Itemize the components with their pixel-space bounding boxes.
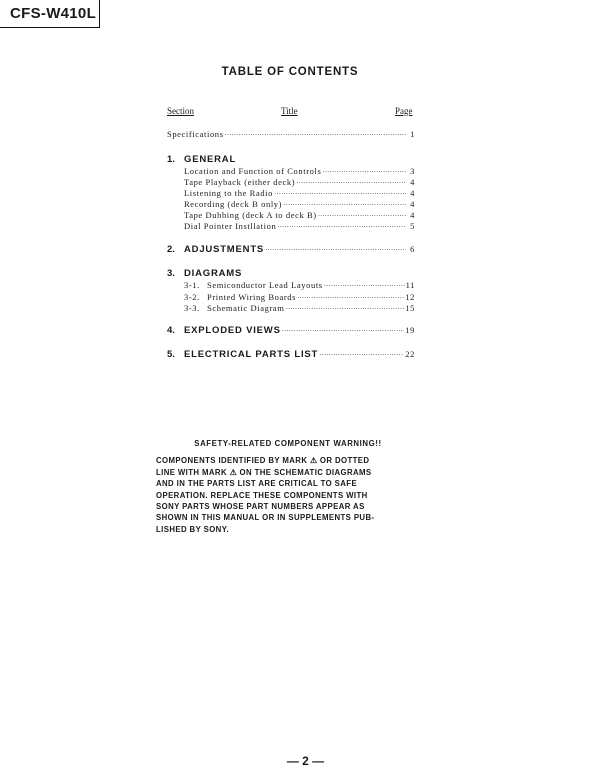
toc-entry	[184, 280, 415, 290]
toc-entry-page: 3	[410, 166, 415, 176]
toc-entry-label: Tape Playback (either deck)	[184, 177, 296, 187]
toc-entry-label: Location and Function of Controls	[184, 166, 322, 176]
toc-section-diagrams	[184, 268, 415, 279]
safety-warning-line: LISHED BY SONY.	[156, 524, 230, 534]
toc-entry-page: 22	[405, 349, 415, 359]
toc-entry-label: Specifications	[167, 129, 224, 139]
leader-dots	[225, 129, 406, 139]
toc-subsection-number: 3-3.	[184, 303, 200, 313]
toc-entry	[184, 221, 415, 231]
safety-warning-line: OPERATION. REPLACE THESE COMPONENTS WITH	[156, 490, 368, 500]
model-number-tab: CFS-W410L	[0, 0, 100, 28]
safety-warning-line: COMPONENTS IDENTIFIED BY MARK ⚠ OR DOTTED	[156, 456, 370, 466]
safety-warning-line: SONY PARTS WHOSE PART NUMBERS APPEAR AS	[156, 502, 365, 512]
section-title: EXPLODED VIEWS	[184, 325, 281, 336]
column-header-title: Title	[281, 106, 298, 116]
leader-dots	[274, 188, 406, 198]
section-number: 1.	[167, 154, 175, 165]
leader-dots	[283, 199, 406, 209]
toc-entry	[184, 199, 415, 209]
toc-entry-page: 15	[405, 303, 415, 313]
toc-entry-page: 19	[405, 325, 415, 335]
toc-section-exploded-views	[184, 325, 415, 336]
toc-entry	[184, 210, 415, 220]
toc-subsection-number: 3-2.	[184, 292, 200, 302]
toc-entry-page: 11	[405, 280, 415, 290]
page-number: — 2 —	[286, 754, 325, 768]
toc-entry-page: 4	[410, 188, 415, 198]
toc-entry-page: 12	[405, 292, 415, 302]
leader-dots	[318, 210, 406, 220]
safety-warning-title: SAFETY-RELATED COMPONENT WARNING!!	[194, 439, 382, 448]
toc-entry-page: 6	[410, 244, 415, 254]
section-title: ADJUSTMENTS	[184, 244, 265, 255]
toc-entry-page: 1	[410, 129, 415, 139]
toc-entry-page: 4	[410, 177, 415, 187]
leader-dots	[296, 177, 406, 187]
toc-entry-label: Tape Dubbing (deck A to deck B)	[184, 210, 317, 220]
toc-entry-label: Schematic Diagram	[207, 303, 285, 313]
toc-section-adjustments	[184, 244, 415, 255]
section-number: 3.	[167, 268, 175, 279]
leader-dots	[277, 221, 406, 231]
section-number: 2.	[167, 244, 175, 255]
toc-entry	[184, 188, 415, 198]
section-title: GENERAL	[184, 154, 237, 165]
toc-section-general	[184, 154, 415, 165]
toc-entry-page: 5	[410, 221, 415, 231]
leader-dots	[285, 303, 404, 313]
toc-entry-page: 4	[410, 199, 415, 209]
toc-entry	[184, 177, 415, 187]
page-title: TABLE OF CONTENTS	[221, 66, 359, 78]
safety-warning-line: AND IN THE PARTS LIST ARE CRITICAL TO SAFE	[156, 479, 358, 489]
column-header-section: Section	[167, 106, 194, 116]
section-title: ELECTRICAL PARTS LIST	[184, 349, 319, 360]
section-number: 5.	[167, 349, 175, 360]
toc-entry-specifications	[167, 129, 415, 139]
leader-dots	[282, 325, 405, 335]
leader-dots	[265, 244, 406, 254]
safety-warning-line: LINE WITH MARK ⚠ ON THE SCHEMATIC DIAGRAMS	[156, 467, 372, 477]
toc-entry-label: Listening to the Radio	[184, 188, 273, 198]
toc-entry-label: Dial Pointer Instllation	[184, 221, 277, 231]
toc-entry-label: Recording (deck B only)	[184, 199, 283, 209]
leader-dots	[324, 280, 405, 290]
toc-subsection-number: 3-1.	[184, 280, 200, 290]
toc-entry	[184, 292, 415, 302]
toc-section-electrical-parts-list	[184, 349, 415, 360]
toc-entry-label: Printed Wiring Boards	[207, 292, 297, 302]
safety-warning-line: SHOWN IN THIS MANUAL OR IN SUPPLEMENTS PUB-	[156, 513, 375, 523]
leader-dots	[297, 292, 404, 302]
toc-entry	[184, 166, 415, 176]
section-number: 4.	[167, 325, 175, 336]
toc-entry-label: Semiconductor Lead Layouts	[207, 280, 323, 290]
leader-dots	[322, 166, 406, 176]
safety-warning-block	[156, 438, 406, 535]
column-header-page: Page	[395, 106, 413, 116]
section-title: DIAGRAMS	[184, 268, 243, 279]
toc-entry	[184, 303, 415, 313]
toc-entry-page: 4	[410, 210, 415, 220]
leader-dots	[319, 349, 404, 359]
